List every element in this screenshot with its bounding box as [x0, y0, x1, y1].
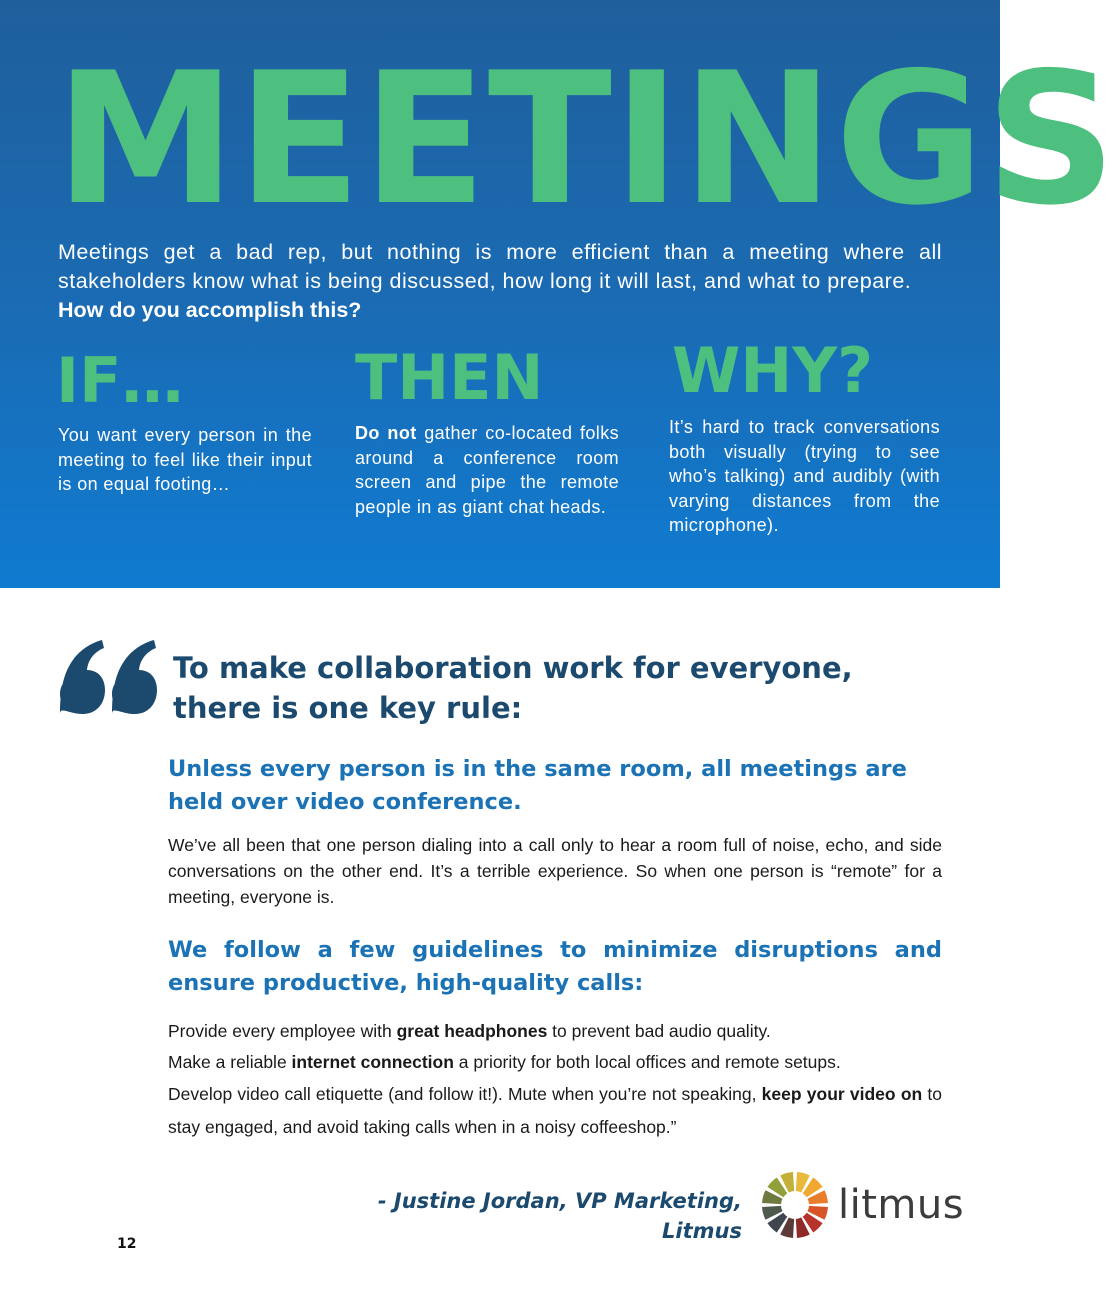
intro-paragraph: [58, 238, 942, 325]
guidelines-list: [168, 1016, 942, 1144]
quote-mark-icon: [52, 618, 162, 728]
quote-attribution: - Justine Jordan, VP Marketing, Litmus: [377, 1189, 742, 1243]
guidelines-heading: We follow a few guidelines to minimize disruptions and ensure productive, high-quality calls:: [168, 937, 942, 996]
page-title: MEETINGS: [55, 33, 1117, 245]
page-number: 12: [117, 1236, 137, 1252]
intro-text: Meetings get a bad rep, but nothing is more efficient than a meeting where all stakeholders know what is being discussed, how long it will last, and what to prepare.: [58, 240, 942, 293]
then-emphasis: Do not: [355, 423, 417, 443]
guideline-item: Provide every employee with great headphones to prevent bad audio quality.: [168, 1021, 771, 1041]
if-heading: IF…: [56, 344, 184, 417]
litmus-wordmark: litmus: [838, 1182, 965, 1228]
guideline-item: Develop video call etiquette (and follow it!). Mute when you’re not speaking, keep your video on to stay engaged, and avoid taking calls when in a noisy coffeeshop.”: [168, 1084, 943, 1137]
key-rule: Unless every person is in the same room, all meetings are held over video conference.: [168, 756, 907, 815]
why-text: It’s hard to track conversations both visually (trying to see who’s talking) and audibly (with varying distances from the microphone).: [669, 417, 940, 535]
then-text-rest: gather co-located folks around a conference room screen and pipe the remote people in as giant chat heads.: [355, 423, 619, 517]
why-heading: WHY?: [672, 334, 874, 407]
hero-banner: [0, 0, 1117, 588]
then-heading: THEN: [355, 341, 544, 414]
quote-heading: To make collaboration work for everyone, there is one key rule:: [173, 651, 853, 725]
then-text: [355, 421, 619, 519]
if-text: You want every person in the meeting to feel like their input is on equal footing…: [58, 425, 312, 494]
intro-question: How do you accomplish this?: [58, 298, 362, 322]
quote-paragraph: We’ve all been that one person dialing into a call only to hear a room full of noise, echo, and side conversations on the other end. It’s a terrible experience. So when one person is “remote” for a meeting, everyone is.: [168, 835, 942, 907]
guideline-item: Make a reliable internet connection a priority for both local offices and remote setups.: [168, 1052, 841, 1072]
litmus-logo-icon: [760, 1170, 830, 1240]
